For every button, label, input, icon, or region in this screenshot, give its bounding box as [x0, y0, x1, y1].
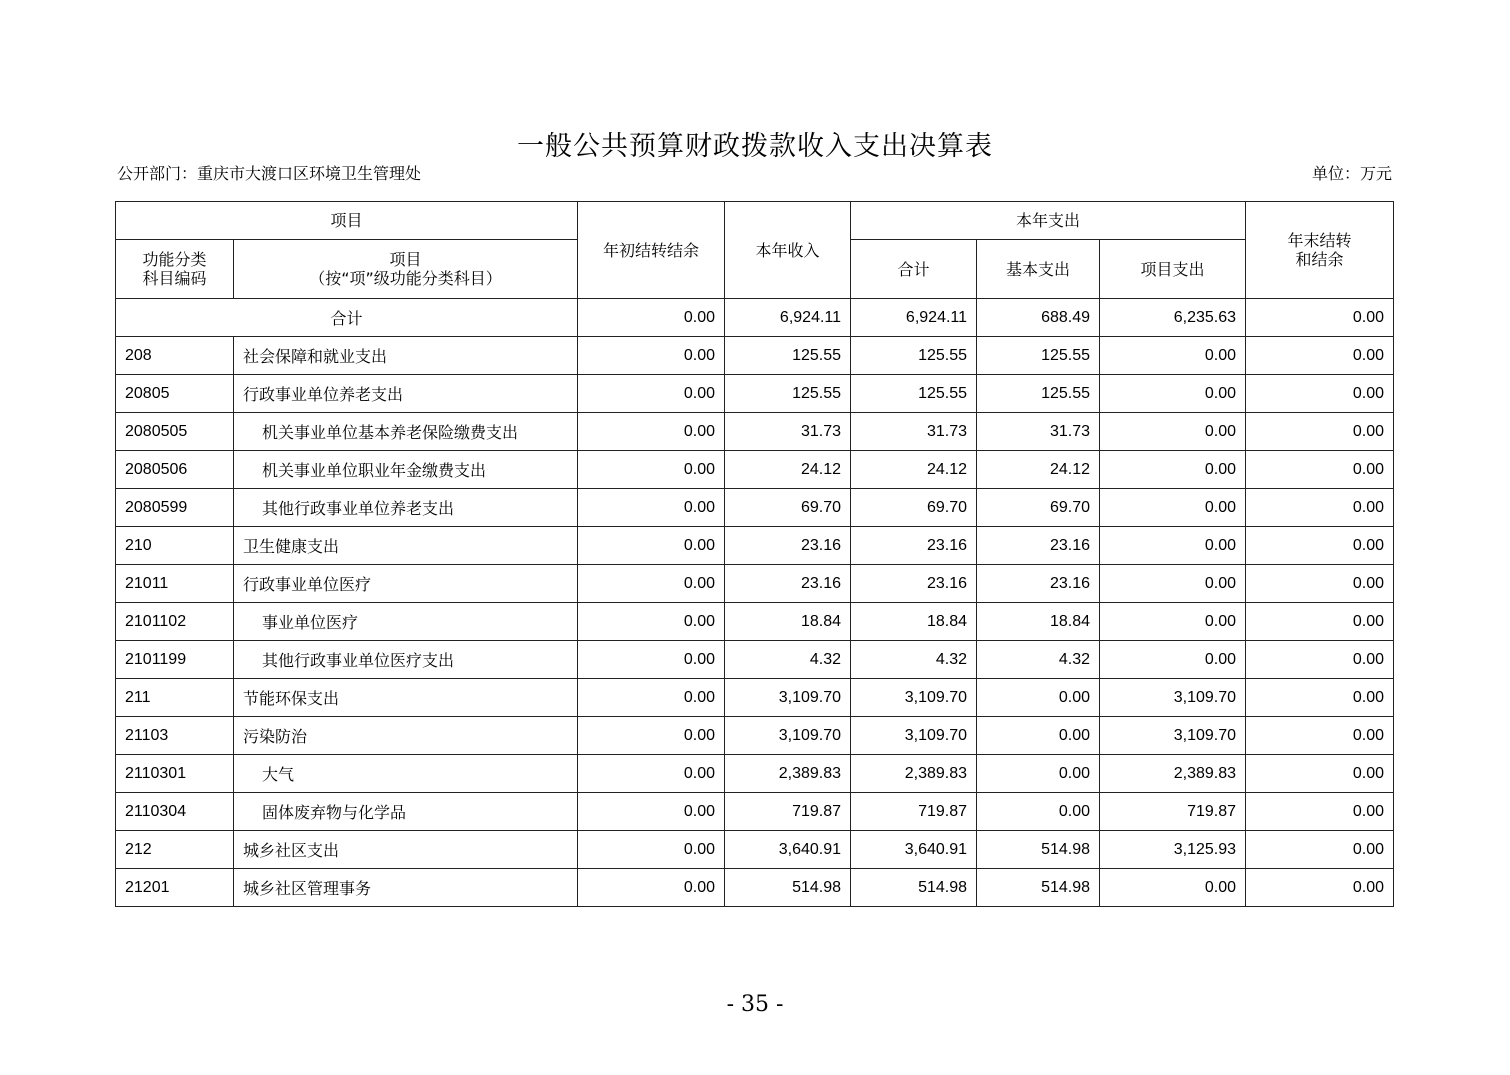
row-expense: 3,109.70	[851, 717, 977, 755]
row-closing: 0.00	[1246, 451, 1394, 489]
total-basic: 688.49	[977, 299, 1100, 337]
row-expense: 719.87	[851, 793, 977, 831]
table-row	[116, 337, 1394, 375]
row-name: 行政事业单位养老支出	[234, 375, 578, 413]
row-code: 208	[116, 337, 234, 375]
budget-table	[115, 201, 1394, 907]
row-code: 21011	[116, 565, 234, 603]
row-name: 行政事业单位医疗	[234, 565, 578, 603]
row-name: 机关事业单位基本养老保险缴费支出	[234, 413, 578, 451]
row-code: 2101199	[116, 641, 234, 679]
header-expense-group: 本年支出	[851, 202, 1246, 240]
row-expense: 18.84	[851, 603, 977, 641]
row-code: 2080505	[116, 413, 234, 451]
row-project: 0.00	[1100, 641, 1246, 679]
row-closing: 0.00	[1246, 831, 1394, 869]
row-opening: 0.00	[578, 641, 725, 679]
row-name: 城乡社区管理事务	[234, 869, 578, 907]
header-expense-total: 合计	[851, 240, 977, 299]
department-label: 公开部门：重庆市大渡口区环境卫生管理处	[117, 164, 422, 183]
row-name: 城乡社区支出	[234, 831, 578, 869]
row-basic: 31.73	[977, 413, 1100, 451]
table-row	[116, 755, 1394, 793]
row-closing: 0.00	[1246, 489, 1394, 527]
row-code: 2101102	[116, 603, 234, 641]
table-row	[116, 793, 1394, 831]
row-code: 210	[116, 527, 234, 565]
row-basic: 69.70	[977, 489, 1100, 527]
row-expense: 125.55	[851, 337, 977, 375]
table-row	[116, 489, 1394, 527]
table-row	[116, 603, 1394, 641]
row-income: 3,109.70	[725, 679, 851, 717]
row-basic: 4.32	[977, 641, 1100, 679]
row-code: 2110304	[116, 793, 234, 831]
row-basic: 0.00	[977, 793, 1100, 831]
row-project: 2,389.83	[1100, 755, 1246, 793]
row-closing: 0.00	[1246, 641, 1394, 679]
row-name: 大气	[234, 755, 578, 793]
row-expense: 23.16	[851, 565, 977, 603]
table-row	[116, 451, 1394, 489]
row-basic: 23.16	[977, 527, 1100, 565]
total-project: 6,235.63	[1100, 299, 1246, 337]
row-expense: 31.73	[851, 413, 977, 451]
row-expense: 514.98	[851, 869, 977, 907]
row-opening: 0.00	[578, 831, 725, 869]
header-code: 功能分类 科目编码	[116, 240, 234, 299]
row-opening: 0.00	[578, 869, 725, 907]
row-project: 0.00	[1100, 451, 1246, 489]
row-income: 18.84	[725, 603, 851, 641]
row-closing: 0.00	[1246, 337, 1394, 375]
row-opening: 0.00	[578, 413, 725, 451]
table-row	[116, 565, 1394, 603]
row-name: 卫生健康支出	[234, 527, 578, 565]
row-opening: 0.00	[578, 337, 725, 375]
row-project: 3,125.93	[1100, 831, 1246, 869]
row-opening: 0.00	[578, 375, 725, 413]
row-income: 125.55	[725, 337, 851, 375]
row-project: 0.00	[1100, 603, 1246, 641]
row-closing: 0.00	[1246, 679, 1394, 717]
row-basic: 23.16	[977, 565, 1100, 603]
row-project: 0.00	[1100, 375, 1246, 413]
row-income: 719.87	[725, 793, 851, 831]
row-code: 212	[116, 831, 234, 869]
row-code: 211	[116, 679, 234, 717]
table-row	[116, 679, 1394, 717]
row-project: 0.00	[1100, 869, 1246, 907]
table-row	[116, 717, 1394, 755]
row-basic: 514.98	[977, 869, 1100, 907]
total-closing: 0.00	[1246, 299, 1394, 337]
row-income: 4.32	[725, 641, 851, 679]
row-basic: 125.55	[977, 337, 1100, 375]
row-income: 2,389.83	[725, 755, 851, 793]
row-project: 3,109.70	[1100, 679, 1246, 717]
header-expense-basic: 基本支出	[977, 240, 1100, 299]
row-opening: 0.00	[578, 489, 725, 527]
row-basic: 514.98	[977, 831, 1100, 869]
table-header	[116, 202, 1394, 299]
row-closing: 0.00	[1246, 793, 1394, 831]
row-opening: 0.00	[578, 603, 725, 641]
row-closing: 0.00	[1246, 603, 1394, 641]
row-closing: 0.00	[1246, 717, 1394, 755]
row-project: 3,109.70	[1100, 717, 1246, 755]
row-income: 69.70	[725, 489, 851, 527]
row-expense: 3,109.70	[851, 679, 977, 717]
table-row	[116, 641, 1394, 679]
unit-label: 单位：万元	[1311, 164, 1392, 183]
total-label: 合计	[116, 299, 578, 337]
row-opening: 0.00	[578, 717, 725, 755]
row-code: 2080599	[116, 489, 234, 527]
row-code: 21103	[116, 717, 234, 755]
row-opening: 0.00	[578, 451, 725, 489]
header-opening-balance: 年初结转结余	[578, 202, 725, 299]
row-closing: 0.00	[1246, 755, 1394, 793]
page-number: - 35 -	[726, 992, 784, 1017]
row-expense: 69.70	[851, 489, 977, 527]
row-expense: 2,389.83	[851, 755, 977, 793]
row-basic: 0.00	[977, 717, 1100, 755]
row-closing: 0.00	[1246, 375, 1394, 413]
row-basic: 24.12	[977, 451, 1100, 489]
table-row	[116, 869, 1394, 907]
row-closing: 0.00	[1246, 565, 1394, 603]
row-opening: 0.00	[578, 679, 725, 717]
row-project: 0.00	[1100, 527, 1246, 565]
row-name: 固体废弃物与化学品	[234, 793, 578, 831]
page-title: 一般公共预算财政拨款收入支出决算表	[517, 131, 993, 162]
row-expense: 3,640.91	[851, 831, 977, 869]
header-current-income: 本年收入	[725, 202, 851, 299]
row-code: 2110301	[116, 755, 234, 793]
row-expense: 24.12	[851, 451, 977, 489]
row-basic: 125.55	[977, 375, 1100, 413]
header-item-group: 项目	[116, 202, 578, 240]
row-income: 23.16	[725, 565, 851, 603]
row-project: 0.00	[1100, 413, 1246, 451]
row-basic: 0.00	[977, 755, 1100, 793]
table-row	[116, 831, 1394, 869]
row-income: 3,109.70	[725, 717, 851, 755]
row-expense: 125.55	[851, 375, 977, 413]
row-name: 事业单位医疗	[234, 603, 578, 641]
row-code: 21201	[116, 869, 234, 907]
row-opening: 0.00	[578, 527, 725, 565]
header-name: 项目 （按“项”级功能分类科目）	[234, 240, 578, 299]
total-opening: 0.00	[578, 299, 725, 337]
total-income: 6,924.11	[725, 299, 851, 337]
table-body	[116, 299, 1394, 907]
row-code: 20805	[116, 375, 234, 413]
row-basic: 0.00	[977, 679, 1100, 717]
row-closing: 0.00	[1246, 527, 1394, 565]
row-name: 其他行政事业单位医疗支出	[234, 641, 578, 679]
row-name: 机关事业单位职业年金缴费支出	[234, 451, 578, 489]
row-closing: 0.00	[1246, 413, 1394, 451]
row-income: 31.73	[725, 413, 851, 451]
row-opening: 0.00	[578, 793, 725, 831]
table-row	[116, 375, 1394, 413]
row-name: 社会保障和就业支出	[234, 337, 578, 375]
row-income: 23.16	[725, 527, 851, 565]
row-name: 其他行政事业单位养老支出	[234, 489, 578, 527]
row-expense: 4.32	[851, 641, 977, 679]
row-closing: 0.00	[1246, 869, 1394, 907]
row-project: 0.00	[1100, 565, 1246, 603]
row-opening: 0.00	[578, 565, 725, 603]
row-income: 125.55	[725, 375, 851, 413]
row-name: 污染防治	[234, 717, 578, 755]
row-name: 节能环保支出	[234, 679, 578, 717]
total-expense: 6,924.11	[851, 299, 977, 337]
row-code: 2080506	[116, 451, 234, 489]
total-row	[116, 299, 1394, 337]
row-project: 0.00	[1100, 489, 1246, 527]
row-project: 719.87	[1100, 793, 1246, 831]
header-expense-project: 项目支出	[1100, 240, 1246, 299]
row-opening: 0.00	[578, 755, 725, 793]
row-income: 24.12	[725, 451, 851, 489]
table-row	[116, 413, 1394, 451]
row-project: 0.00	[1100, 337, 1246, 375]
header-closing-balance: 年末结转 和结余	[1246, 202, 1394, 299]
row-basic: 18.84	[977, 603, 1100, 641]
table-row	[116, 527, 1394, 565]
row-income: 3,640.91	[725, 831, 851, 869]
row-income: 514.98	[725, 869, 851, 907]
row-expense: 23.16	[851, 527, 977, 565]
